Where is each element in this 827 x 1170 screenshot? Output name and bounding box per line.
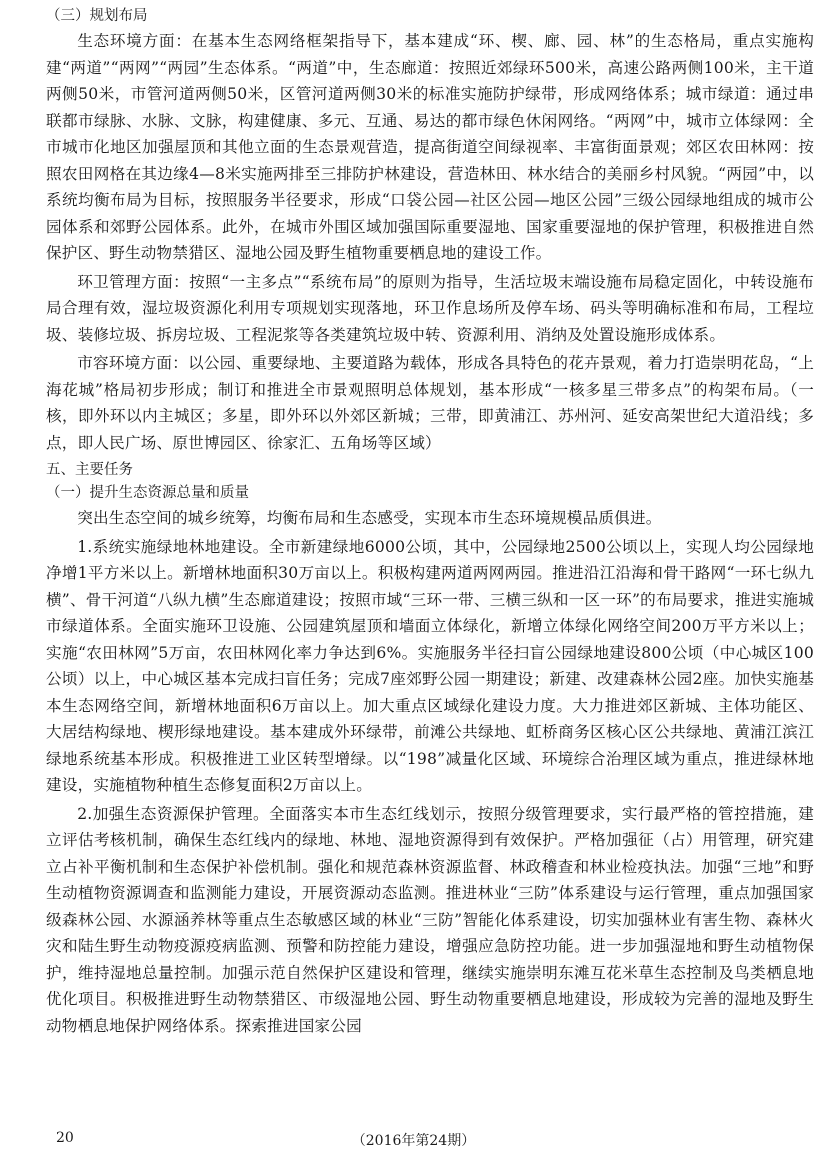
paragraph-sanitation-management: 环卫管理方面：按照“一主多点”“系统布局”的原则为指导，生活垃圾末端设施布局稳定固化，中转设施布局合理有效，湿垃圾资源化利用专项规划实现落地，环卫作息场所及停车场、码头等明确标准和布局，工程垃圾、装修垃圾、拆房垃圾、工程泥浆等各类建筑垃圾中转、资源利用、消纳及处置设施形成体系。 xyxy=(46,272,814,344)
paragraph-task-resource-protection: 2.加强生态资源保护管理。全面落实本市生态红线划示，按照分级管理要求，实行最严格的管控措施，建立评估考核机制，确保生态红线内的绿地、林地、湿地资源得到有效保护。严格加强征（占）用管理，研究建立占补平衡机制和生态保护补偿机制。强化和规范森林资源监督、林政稽查和林业检疫执法。加强“三地”和野生动植物资源调查和监测能力建设，开展资源动态监测。推进林业“三防”体系建设与运行管理，重点加强国家级森林公园、水源涵养林等重点生态敏感区域的林业“三防”智能化体系建设，切实加强林业有害生物、森林火灾和陆生野生动物疫源疫病监测、预警和防控能力建设，增强应急防控功能。进一步加强湿地和野生动植物保护，维持湿地总量控制。加强示范自然保护区建设和管理，继续实施崇明东滩互花米草生态控制及鸟类栖息地优化项目。积极推进野生动物禁猎区、市级湿地公园、野生动物重要栖息地建设，形成较为完善的湿地及野生动物栖息地保护网络体系。探索推进国家公园 xyxy=(46,804,814,1035)
page-number: 20 xyxy=(56,1130,74,1146)
subsection-heading-ecological-resources: （一）提升生态资源总量和质量 xyxy=(46,485,249,501)
paragraph-task-green-forest: 1.系统实施绿地林地建设。全市新建绿地6000公顷，其中，公园绿地2500公顷以上，实现人均公园绿地净增1平方米以上。新增林地面积30万亩以上。积极构建两道两网两园。推进沿江沿海和骨干路网“一环七纵九横”、骨干河道“八纵九横”生态廊道建设；按照市域“三环一带、三横三纵和一区一环”的布局要求，推进实施城市绿道体系。全面实施环卫设施、公园建筑屋顶和墙面立体绿化，新增立体绿化网络空间200万平方米以上；实施“农田林网”5万亩，农田林网化率力争达到6%。实施服务半径扫盲公园绿地建设800公顷（中心城区100公顷）以上，中心城区基本完成扫盲任务；完成7座郊野公园一期建设；新建、改建森林公园2座。加快实施基本生态网络空间，新增林地面积6万亩以上。加大重点区域绿化建设力度。大力推进郊区新城、主体功能区、大居结构绿地、楔形绿地建设。基本建成外环绿带，前滩公共绿地、虹桥商务区核心区公共绿地、黄浦江滨江绿地系统基本形成。积极推进工业区转型增绿。以“198”减量化区域、环境综合治理区域为重点，推进绿林地建设，实施植物种植生态修复面积2万亩以上。 xyxy=(46,537,814,794)
document-body xyxy=(46,6,814,1041)
paragraph-intro: 突出生态空间的城乡统筹，均衡布局和生态感受，实现本市生态环境规模品质俱进。 xyxy=(77,509,662,527)
section-heading-planning-layout: （三）规划布局 xyxy=(46,8,148,24)
paragraph-ecological-environment: 生态环境方面：在基本生态网络框架指导下，基本建成“环、楔、廊、园、林”的生态格局，重点实施构建“两道”“两网”“两园”生态体系。“两道”中，生态廊道：按照近郊绿环500米，高速公路两侧100米，主干道两侧50米，市管河道两侧50米，区管河道两侧30米的标准实施防护绿带，形成网络体系；城市绿道：通过串联都市绿脉、水脉、文脉，构建健康、多元、互通、易达的都市绿色休闲网络。“两网”中，城市立体绿网：全市城市化地区加强屋顶和其他立面的生态景观营造，提高街道空间绿视率、丰富街面景观；郊区农田林网：按照农田网格在其边缘4—8米实施两排至三排防护林建设，营造林田、林水结合的美丽乡村风貌。“两园”中，以系统均衡布局为目标，按照服务半径要求，形成“口袋公园—社区公园—地区公园”三级公园绿地组成的城市公园体系和郊野公园体系。此外，在城市外围区域加强国际重要湿地、国家重要湿地的保护管理，积极推进自然保护区、野生动物禁猎区、湿地公园及野生植物重要栖息地的建设工作。 xyxy=(46,32,814,262)
paragraph-city-appearance: 市容环境方面：以公园、重要绿地、主要道路为载体，形成各具特色的花卉景观，着力打造崇明花岛，“上海花城”格局初步形成；制订和推进全市景观照明总体规划，基本形成“一核多星三带多点”的构架布局。（一核，即外环以内主城区；多星，即外环以外郊区新城；三带，即黄浦江、苏州河、延安高架世纪大道沿线；多点，即人民广场、原世博园区、徐家汇、五角场等区域） xyxy=(46,354,814,452)
page-footer xyxy=(0,1128,827,1150)
section-heading-main-tasks: 五、主要任务 xyxy=(46,462,133,478)
issue-label: （2016年第24期） xyxy=(351,1133,476,1149)
